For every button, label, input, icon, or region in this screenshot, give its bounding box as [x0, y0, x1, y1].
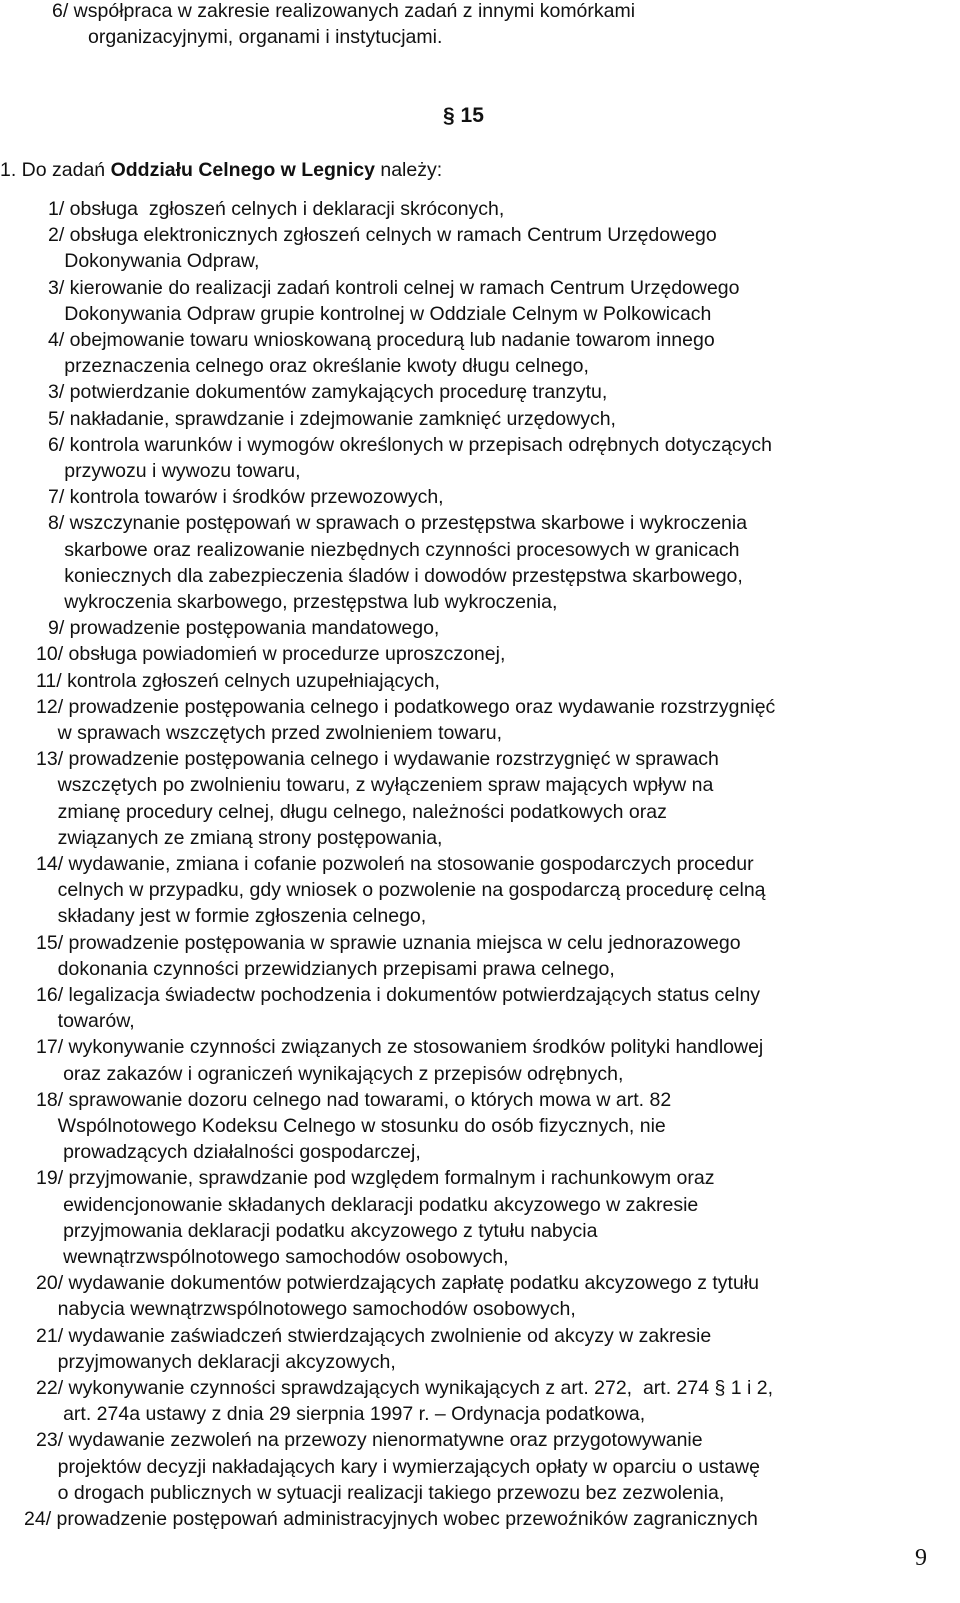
intro-item-6 — [52, 0, 635, 50]
list-item-continuation: przyjmowania deklaracji podatku akcyzowego z tytułu nabycia — [36, 1219, 598, 1242]
list-item-continuation: zmianę procedury celnej, długu celnego, należności podatkowych oraz — [36, 800, 667, 823]
list-item: 22/ wykonywanie czynności sprawdzających wynikających z art. 272, art. 274 § 1 i 2, — [36, 1377, 774, 1399]
list-item: 23/ wydawanie zezwoleń na przewozy nienormatywne oraz przygotowywanie — [36, 1429, 703, 1452]
list-item: 3/ potwierdzanie dokumentów zamykających procedurę tranzytu, — [48, 381, 608, 404]
list-item: 3/ kierowanie do realizacji zadań kontroli celnej w ramach Centrum Urzędowego — [48, 276, 740, 299]
list-item-continuation: oraz zakazów i ograniczeń wynikających z przepisów odrębnych, — [36, 1062, 624, 1085]
list-item: 21/ wydawanie zaświadczeń stwierdzających zwolnienie od akcyzy w zakresie — [36, 1324, 712, 1347]
list-item-continuation: składany jest w formie zgłoszenia celnego, — [36, 905, 427, 928]
list-item-continuation: koniecznych dla zabezpieczenia śladów i dowodów przestępstwa skarbowego, — [48, 564, 743, 587]
list-item-continuation: Wspólnotowego Kodeksu Celnego w stosunku do osób fizycznych, nie — [36, 1115, 666, 1137]
heading-unit-name: Oddziału Celnego w Legnicy — [110, 159, 375, 181]
list-item: 14/ wydawanie, zmiana i cofanie pozwoleń na stosowanie gospodarczych procedur — [36, 853, 754, 875]
list-item: 8/ wszczynanie postępowań w sprawach o przestępstwa skarbowe i wykroczenia — [48, 512, 748, 535]
heading-number: 1. Do zadań — [0, 159, 111, 181]
list-item-continuation: przyjmowanych deklaracji akcyzowych, — [36, 1350, 396, 1373]
list-item-continuation: w sprawach wszczętych przed zwolnieniem towaru, — [36, 722, 503, 744]
list-item-continuation: ewidencjonowanie składanych deklaracji podatku akcyzowego w zakresie — [36, 1193, 699, 1216]
list-item-continuation: towarów, — [36, 1010, 135, 1033]
list-item: 19/ przyjmowanie, sprawdzanie pod względem formalnym i rachunkowym oraz — [36, 1167, 715, 1190]
list-item: 7/ kontrola towarów i środków przewozowych, — [48, 486, 444, 509]
list-item-continuation: wszczętych po zwolnieniu towaru, z wyłączeniem spraw mających wpływ na — [36, 774, 714, 797]
section-heading — [0, 157, 442, 183]
list-item-continuation: dokonania czynności przewidzianych przepisami prawa celnego, — [36, 957, 615, 980]
list-item-continuation: przeznaczenia celnego oraz określanie kwoty długu celnego, — [48, 355, 589, 378]
list-item: 9/ prowadzenie postępowania mandatowego, — [48, 617, 440, 640]
list-item-continuation: Dokonywania Odpraw, — [48, 250, 260, 273]
list-item: 12/ prowadzenie postępowania celnego i podatkowego oraz wydawanie rozstrzygnięć — [36, 695, 776, 718]
list-item-continuation: związanych ze zmianą strony postępowania, — [36, 826, 443, 849]
list-item: 15/ prowadzenie postępowania w sprawie uznania miejsca w celu jednorazowego — [36, 931, 741, 954]
list-item: 1/ obsługa zgłoszeń celnych i deklaracji skróconych, — [48, 198, 505, 220]
list-item: 24/ prowadzenie postępowań administracyjnych wobec przewoźników zagranicznych — [24, 1508, 758, 1530]
list-item: 16/ legalizacja świadectw pochodzenia i dokumentów potwierdzających status celny — [36, 984, 761, 1006]
list-item: 20/ wydawanie dokumentów potwierdzających zapłatę podatku akcyzowego z tytułu — [36, 1272, 759, 1295]
list-item: 10/ obsługa powiadomień w procedurze uproszczonej, — [36, 643, 506, 666]
list-item-continuation: o drogach publicznych w sytuacji realizacji takiego przewozu bez zezwolenia, — [36, 1481, 725, 1504]
list-item-continuation: skarbowe oraz realizowanie niezbędnych czynności procesowych w granicach — [48, 538, 740, 561]
list-item-continuation: wykroczenia skarbowego, przestępstwa lub wykroczenia, — [48, 591, 558, 613]
list-item: 18/ sprawowanie dozoru celnego nad towarami, o których mowa w art. 82 — [36, 1088, 672, 1111]
list-item: 5/ nakładanie, sprawdzanie i zdejmowanie zamknięć urzędowych, — [48, 407, 616, 430]
list-item-continuation: projektów decyzji nakładających kary i wymierzających opłaty w oparciu o ustawę — [36, 1455, 760, 1478]
list-item: 4/ obejmowanie towaru wnioskowaną procedurą lub nadanie towarom innego — [48, 329, 715, 351]
list-item: 13/ prowadzenie postępowania celnego i wydawanie rozstrzygnięć w sprawach — [36, 748, 719, 771]
intro-line-2: organizacyjnymi, organami i instytucjami. — [88, 26, 443, 49]
list-item: 2/ obsługa elektronicznych zgłoszeń celnych w ramach Centrum Urzędowego — [48, 224, 717, 247]
list-item-continuation: wewnątrzwspólnotowego samochodów osobowych, — [36, 1246, 509, 1268]
heading-rest: należy: — [374, 159, 443, 181]
list-item-continuation: przywozu i wywozu towaru, — [48, 460, 301, 482]
section-number: § 15 — [443, 104, 484, 127]
page-number: 9 — [915, 1545, 927, 1571]
list-item: 11/ kontrola zgłoszeń celnych uzupełniających, — [36, 669, 440, 692]
list-item: 17/ wykonywanie czynności związanych ze stosowaniem środków polityki handlowej — [36, 1036, 764, 1059]
list-item-continuation: prowadzących działalności gospodarczej, — [36, 1141, 421, 1164]
intro-line-1: 6/ współpraca w zakresie realizowanych zadań z innymi komórkami — [52, 0, 636, 22]
list-item-continuation: art. 274a ustawy z dnia 29 sierpnia 1997 r. – Ordynacja podatkowa, — [36, 1403, 646, 1426]
list-item-continuation: nabycia wewnątrzwspólnotowego samochodów osobowych, — [36, 1298, 576, 1321]
list-item-continuation: celnych w przypadku, gdy wniosek o pozwolenie na gospodarczą procedurę celną — [36, 879, 766, 902]
list-item-continuation: Dokonywania Odpraw grupie kontrolnej w Oddziale Celnym w Polkowicach — [48, 302, 712, 325]
list-item: 6/ kontrola warunków i wymogów określonych w przepisach odrębnych dotyczących — [48, 433, 773, 456]
